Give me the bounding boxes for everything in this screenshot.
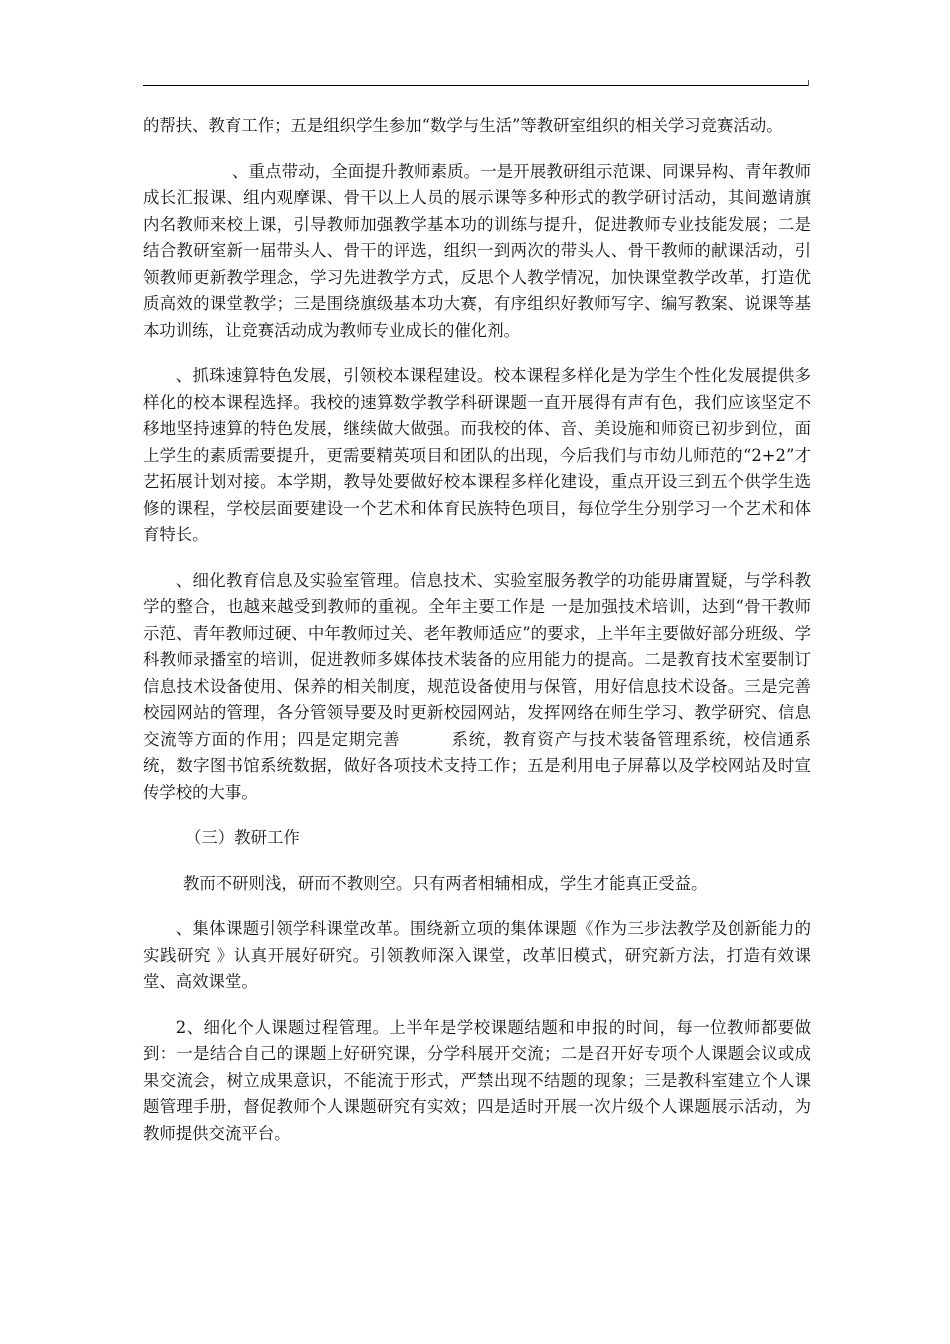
- section-heading-research: （三）教研工作: [185, 828, 300, 847]
- header-rule-tick: [808, 80, 809, 86]
- paragraph-info-lab-management: 、细化教育信息及实验室管理。信息技术、实验室服务教学的功能毋庸置疑，与学科教学的整合，也越来越受到教师的重视。全年主要工作是 一是加强技术培训，达到“骨干教师示范、青年教师过硬、中年教师过关、老年教师适应”的要求，上半年主要做好部分班级、学科教师录播室的培训，促进教师多媒体技术装备的应用能力的提高。二是教育技术室要制订信息技术设备使用、保养的相关制度，规范设备使用与保管，用好信息技术设备。三是完善校园网站的管理，各分管领导要及时更新校园网站，发挥网络在师生学习、教学研究、信息交流等方面的作用；四是定期完善 系统，教育资产与技术装备管理系统，校信通系统，数字图书馆系统数据，做好各项技术支持工作；五是利用电子屏幕以及学校网站及时宣传学校的大事。: [143, 570, 811, 802]
- document-body: [143, 113, 811, 1147]
- paragraph-school-curriculum: 、抓珠速算特色发展，引领校本课程建设。校本课程多样化是为学生个性化发展提供多样化的校本课程选择。我校的速算数学教学科研课题一直开展得有声有色，我们应该坚定不移地坚持速算的特色发展，继续做大做强。而我校的体、音、美设施和师资已初步到位，面上学生的素质需要提升，更需要精英项目和团队的出现，今后我们与市幼儿师范的“2+2”才艺拓展计划对接。本学期，教导处要做好校本课程多样化建设，重点开设三到五个供学生选修的课程，学校层面要建设一个艺术和体育民族特色项目，每位学生分别学习一个艺术和体育特长。: [143, 366, 811, 544]
- paragraph-personal-topic: 2、细化个人课题过程管理。上半年是学校课题结题和申报的时间，每一位教师都要做到：一是结合自己的课题上好研究课，分学科展开交流；二是召开好专项个人课题会议或成果交流会，树立成果意识，不能流于形式，严禁出现不结题的现象；三是教科室建立个人课题管理手册，督促教师个人课题研究有实效；四是适时开展一次片级个人课题展示活动，为教师提供交流平台。: [143, 1017, 811, 1143]
- paragraph-collective-topic: 、集体课题引领学科课堂改革。围绕新立项的集体课题《作为三步法教学及创新能力的实践研究 》认真开展好研究。引领教师深入课堂，改革旧模式，研究新方法，打造有效课堂、高效课堂。: [143, 919, 811, 991]
- paragraph-continuation: 的帮扶、教育工作；五是组织学生参加“数学与生活”等教研室组织的相关学习竞赛活动。: [143, 116, 783, 135]
- paragraph-research-motto: 教而不研则浅，研而不教则空。只有两者相辅相成，学生才能真正受益。: [183, 873, 708, 893]
- paragraph-teacher-quality: 、重点带动，全面提升教师素质。一是开展教研组示范课、同课异构、青年教师成长汇报课、组内观摩课、骨干以上人员的展示课等多种形式的教学研讨活动，其间邀请旗内名教师来校上课，引导教师加强教学基本功的训练与提升，促进教师专业技能发展；二是结合教研室新一届带头人、骨干的评选，组织一到两次的带头人、骨干教师的献课活动，引领教师更新教学理念，学习先进教学方式，反思个人教学情况，加快课堂教学改革，打造优质高效的课堂教学；三是围绕旗级基本功大赛，有序组织好教师写字、编写教案、说课等基本功训练，让竞赛活动成为教师专业成长的催化剂。: [143, 161, 811, 340]
- header-rule: [143, 85, 809, 86]
